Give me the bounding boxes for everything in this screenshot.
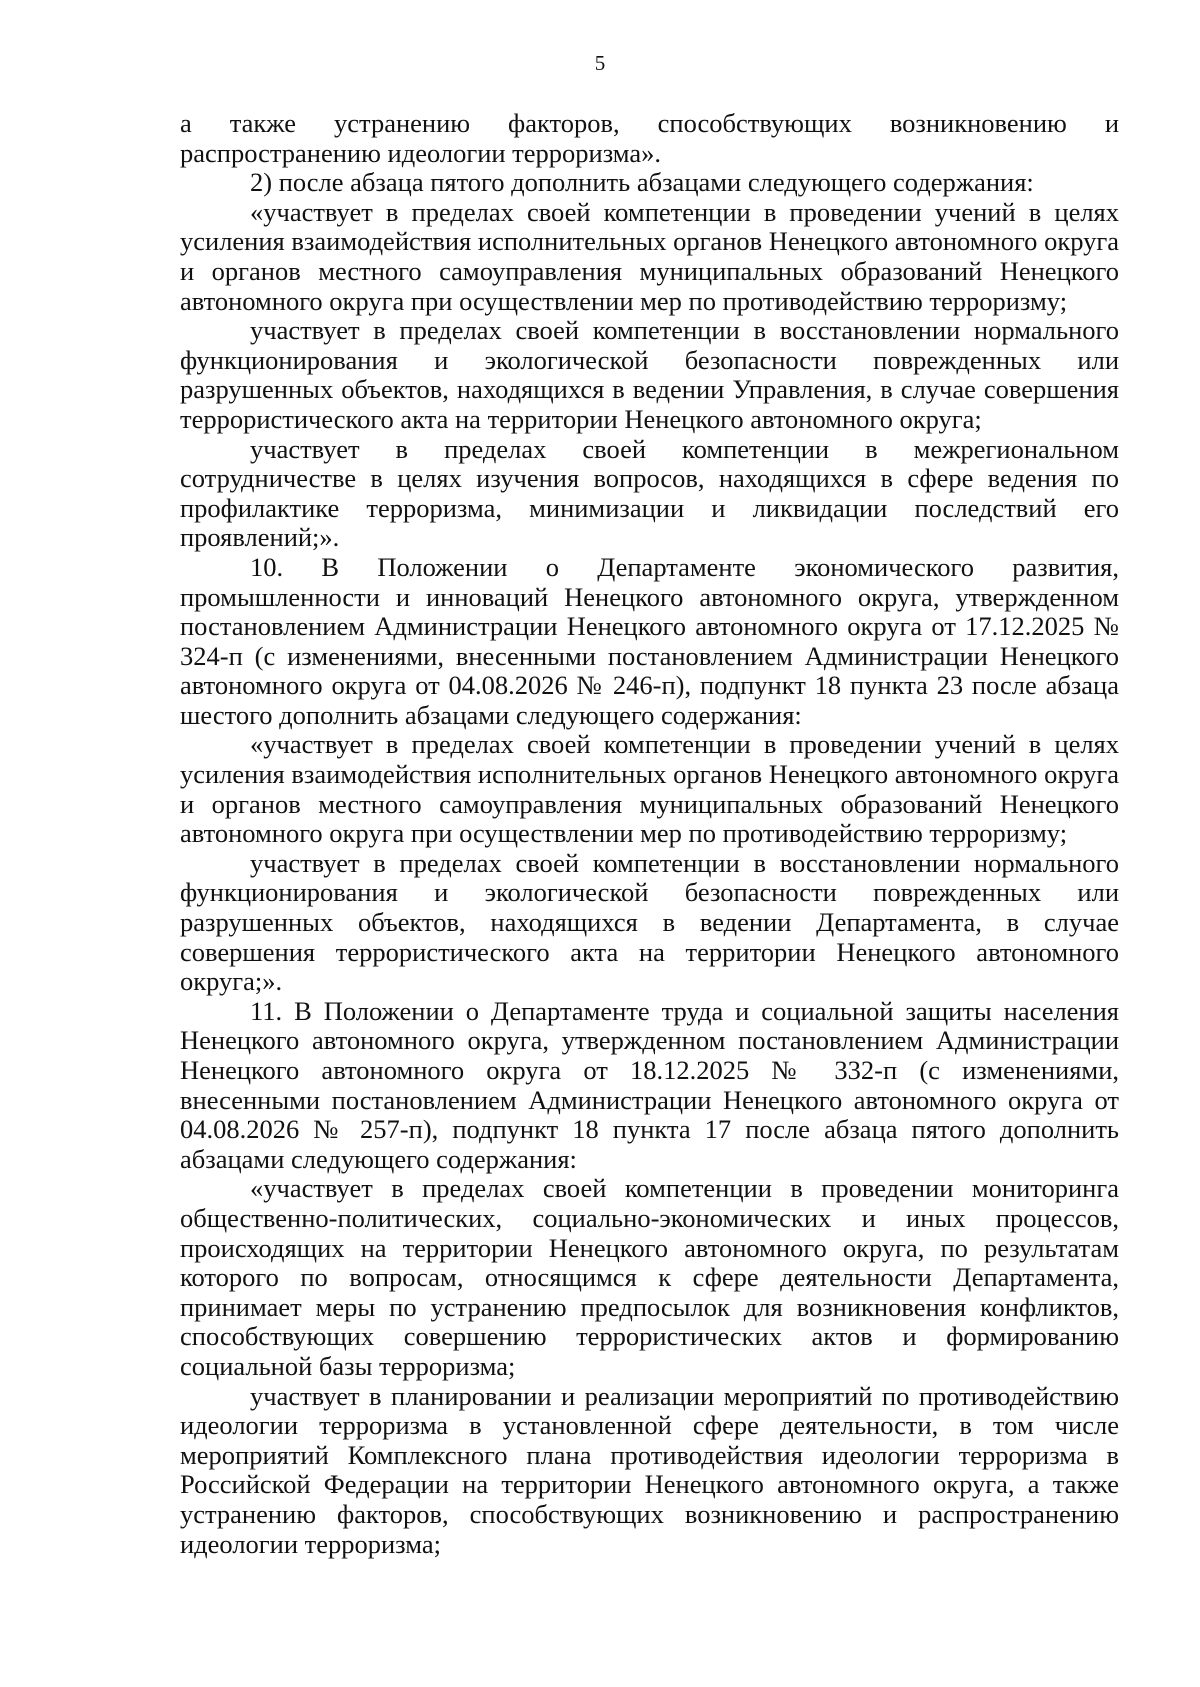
paragraph-quote-monitoring: «участвует в пределах своей компетенции в проведении мониторинга общественно-политических, социально-экономических и иных процессов, происходящих на территории Ненецкого автономного округа, по результатам которого по вопросам, относящимся к сфере деятельности Департамента, принимает меры по устранению предпосылок для возникновения конфликтов, способствующих совершению террористических актов и формированию социальной базы терроризма; <box>180 1173 1119 1381</box>
document-body <box>180 109 1119 1559</box>
paragraph-quote-exercises: «участвует в пределах своей компетенции в проведении учений в целях усиления взаимодействия исполнительных органов Ненецкого автономного округа и органов местного самоуправления муниципальных образований Ненецкого автономного округа при осуществлении мер по противодействию терроризму; <box>180 196 1119 316</box>
paragraph-item-10: 10. В Положении о Департаменте экономического развития, промышленности и инноваций Ненецкого автономного округа, утвержденном постановлением Администрации Ненецкого автономного округа от 17.12.2025 № 324-п (с изменениями, внесенными постановлением Администрации Ненецкого автономного округа от 04.08.2026 № 246-п), подпункт 18 пункта 23 после абзаца шестого дополнить абзацами следующего содержания: <box>180 551 1119 730</box>
paragraph-item-11: 11. В Положении о Департаменте труда и социальной защиты населения Ненецкого автономного округа, утвержденном постановлением Администрации Ненецкого автономного округа от 18.12.2025 № 332-п (с изменениями, внесенными постановлением Администрации Ненецкого автономного округа от 04.08.2026 № 257-п), подпункт 18 пункта 17 после абзаца пятого дополнить абзацами следующего содержания: <box>180 995 1119 1174</box>
paragraph-continuation: а также устранению факторов, способствующих возникновению и распространению идеологии терроризма». <box>180 108 1119 168</box>
paragraph-ideology-planning: участвует в планировании и реализации мероприятий по противодействию идеологии терроризма в установленной сфере деятельности, в том числе мероприятий Комплексного плана противодействия идеологии терроризма в Российской Федерации на территории Ненецкого автономного округа, а также устранению факторов, способствующих возникновению и распространению идеологии терроризма; <box>180 1380 1119 1559</box>
paragraph-restoration-management: участвует в пределах своей компетенции в восстановлении нормального функционирования и экологической безопасности поврежденных или разрушенных объектов, находящихся в ведении Управления, в случае совершения террористического акта на территории Ненецкого автономного округа; <box>180 315 1119 434</box>
paragraph-subitem-2: 2) после абзаца пятого дополнить абзацами следующего содержания: <box>250 167 1034 198</box>
paragraph-restoration-department: участвует в пределах своей компетенции в восстановлении нормального функционирования и экологической безопасности поврежденных или разрушенных объектов, находящихся в ведении Департамента, в случае совершения террористического акта на территории Ненецкого автономного округа;». <box>180 847 1119 997</box>
page-number: 5 <box>594 51 606 75</box>
paragraph-interregional-cooperation: участвует в пределах своей компетенции в межрегиональном сотрудничестве в целях изучения вопросов, находящихся в сфере ведения по профилактике терроризма, минимизации и ликвидации последствий его проявлений;». <box>180 433 1119 553</box>
paragraph-quote-exercises-2: «участвует в пределах своей компетенции в проведении учений в целях усиления взаимодействия исполнительных органов Ненецкого автономного округа и органов местного самоуправления муниципальных образований Ненецкого автономного округа при осуществлении мер по противодействию терроризму; <box>180 729 1119 849</box>
